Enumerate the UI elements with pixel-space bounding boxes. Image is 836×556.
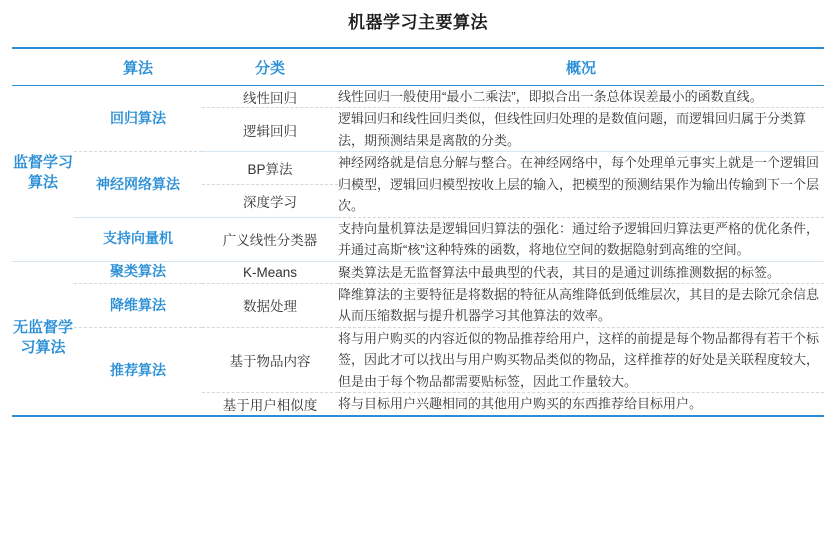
table-row xyxy=(12,217,824,261)
table-row xyxy=(12,283,824,327)
category-logistic-regression: 逻辑回归 xyxy=(202,108,338,152)
header-group xyxy=(12,48,74,86)
category-glm-classifier: 广义线性分类器 xyxy=(202,217,338,261)
table-header-row xyxy=(12,48,824,86)
algorithm-svm: 支持向量机 xyxy=(74,217,202,261)
algorithm-dimensionality-reduction: 降维算法 xyxy=(74,283,202,327)
category-deep-learning: 深度学习 xyxy=(202,184,338,217)
overview-user-based: 将与目标用户兴趣相同的其他用户购买的东西推荐给目标用户。 xyxy=(338,396,703,412)
page-title: 机器学习主要算法 xyxy=(348,13,488,32)
header-algorithm: 算法 xyxy=(74,48,202,86)
table-row xyxy=(12,261,824,283)
category-item-based: 基于物品内容 xyxy=(202,327,338,392)
category-kmeans: K-Means xyxy=(202,261,338,283)
algorithms-table xyxy=(12,47,824,415)
overview-linear-regression: 线性回归一般使用“最小二乘法”，即拟合出一条总体误差最小的函数直线。 xyxy=(338,86,824,108)
overview-item-based: 将与用户购买的内容近似的物品推荐给用户，这样的前提是每个物品都得有若干个标签，因此才可以找出与用户购买物品类似的物品，这样推荐的好处是关联程度较大，但是由于每个物品都需要贴标签，因此工作量较大。 xyxy=(338,327,824,392)
overview-svm: 支持向量机算法是逻辑回归算法的强化：通过给予逻辑回归算法更严格的优化条件，并通过高斯“核”这种特殊的函数，将地位空间的数据隐射到高维的空间。 xyxy=(338,217,824,261)
algorithm-neural-network: 神经网络算法 xyxy=(74,152,202,217)
category-data-processing: 数据处理 xyxy=(202,283,338,327)
table-row xyxy=(12,152,824,185)
group-label-unsupervised: 无监督学习算法 xyxy=(12,318,73,357)
table-row xyxy=(12,327,824,392)
table-bottom-rule xyxy=(12,415,824,417)
category-bp: BP算法 xyxy=(202,152,338,185)
algorithm-recommendation: 推荐算法 xyxy=(110,362,166,379)
category-user-based: 基于用户相似度 xyxy=(222,397,318,413)
algorithm-regression: 回归算法 xyxy=(74,86,202,152)
header-overview: 概况 xyxy=(338,48,824,86)
overview-clustering: 聚类算法是无监督算法中最典型的代表，其目的是通过训练推测数据的标签。 xyxy=(338,261,824,283)
overview-logistic-regression: 逻辑回归和线性回归类似，但线性回归处理的是数值问题，而逻辑回归属于分类算法，期预测结果是离散的分类。 xyxy=(338,108,824,152)
header-category: 分类 xyxy=(202,48,338,86)
overview-neural-network: 神经网络就是信息分解与整合。在神经网络中，每个处理单元事实上就是一个逻辑回归模型，逻辑回归模型按收上层的输入，把模型的预测结果作为输出传输到下一个层次。 xyxy=(338,152,824,217)
category-linear-regression: 线性回归 xyxy=(202,86,338,108)
table-row xyxy=(12,86,824,108)
algorithm-clustering: 聚类算法 xyxy=(74,261,202,283)
overview-dimensionality-reduction: 降维算法的主要特征是将数据的特征从高维降低到低维层次，其目的是去除冗余信息从而压缩数据与提升机器学习其他算法的效率。 xyxy=(338,283,824,327)
group-label-supervised: 监督学习算法 xyxy=(12,86,74,262)
